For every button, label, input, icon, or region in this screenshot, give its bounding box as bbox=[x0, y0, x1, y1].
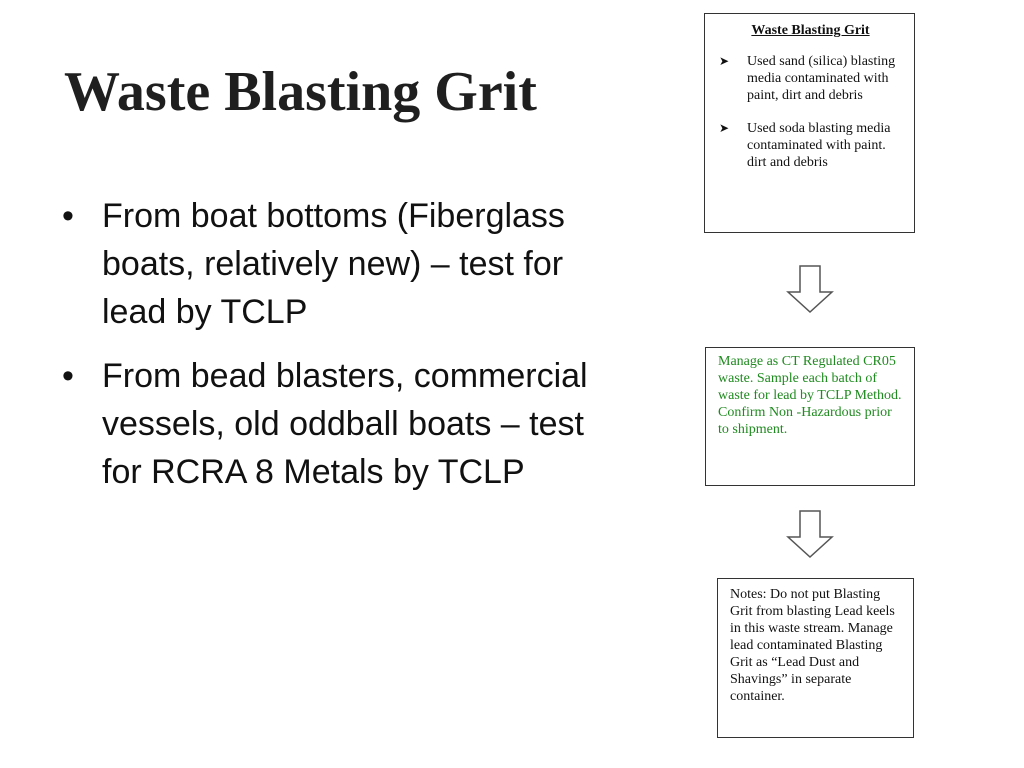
bullet-list bbox=[60, 192, 630, 512]
bullet-text: From boat bottoms (Fiberglass boats, relatively new) – test for lead by TCLP bbox=[102, 197, 565, 331]
down-arrow-icon bbox=[785, 509, 835, 559]
flowchart-item-text: Used soda blasting media contaminated with paint. dirt and debris bbox=[747, 121, 891, 170]
arrowhead-bullet-icon: ➤ bbox=[719, 121, 730, 135]
flowchart-box-management: Manage as CT Regulated CR05 waste. Sample each batch of waste for lead by TCLP Method. Confirm Non -Hazardous prior to shipment. bbox=[705, 347, 915, 486]
flowchart-box-title: Waste Blasting Grit bbox=[751, 23, 870, 38]
down-arrow-icon bbox=[785, 264, 835, 314]
flowchart-box-list bbox=[717, 53, 904, 171]
flowchart-box-notes: Notes: Do not put Blasting Grit from blasting Lead keels in this waste stream. Manage lead contaminated Blasting Grit as “Lead Dust and Shavings” in separate container. bbox=[717, 578, 914, 738]
arrowhead-bullet-icon: ➤ bbox=[719, 54, 730, 68]
bullet-text: From bead blasters, commercial vessels, old oddball boats – test for RCRA 8 Metals by TCLP bbox=[102, 357, 588, 491]
bullet-item bbox=[60, 192, 630, 336]
flowchart-list-item bbox=[717, 53, 904, 104]
bullet-item bbox=[60, 352, 630, 496]
flowchart-box-waste-blasting-grit bbox=[704, 13, 915, 233]
bullet-dot-icon: • bbox=[62, 357, 74, 395]
flowchart-list-item bbox=[717, 120, 904, 171]
flowchart-item-text: Used sand (silica) blasting media contaminated with paint, dirt and debris bbox=[747, 54, 896, 103]
slide-title: Waste Blasting Grit bbox=[64, 61, 537, 123]
bullet-dot-icon: • bbox=[62, 197, 74, 235]
